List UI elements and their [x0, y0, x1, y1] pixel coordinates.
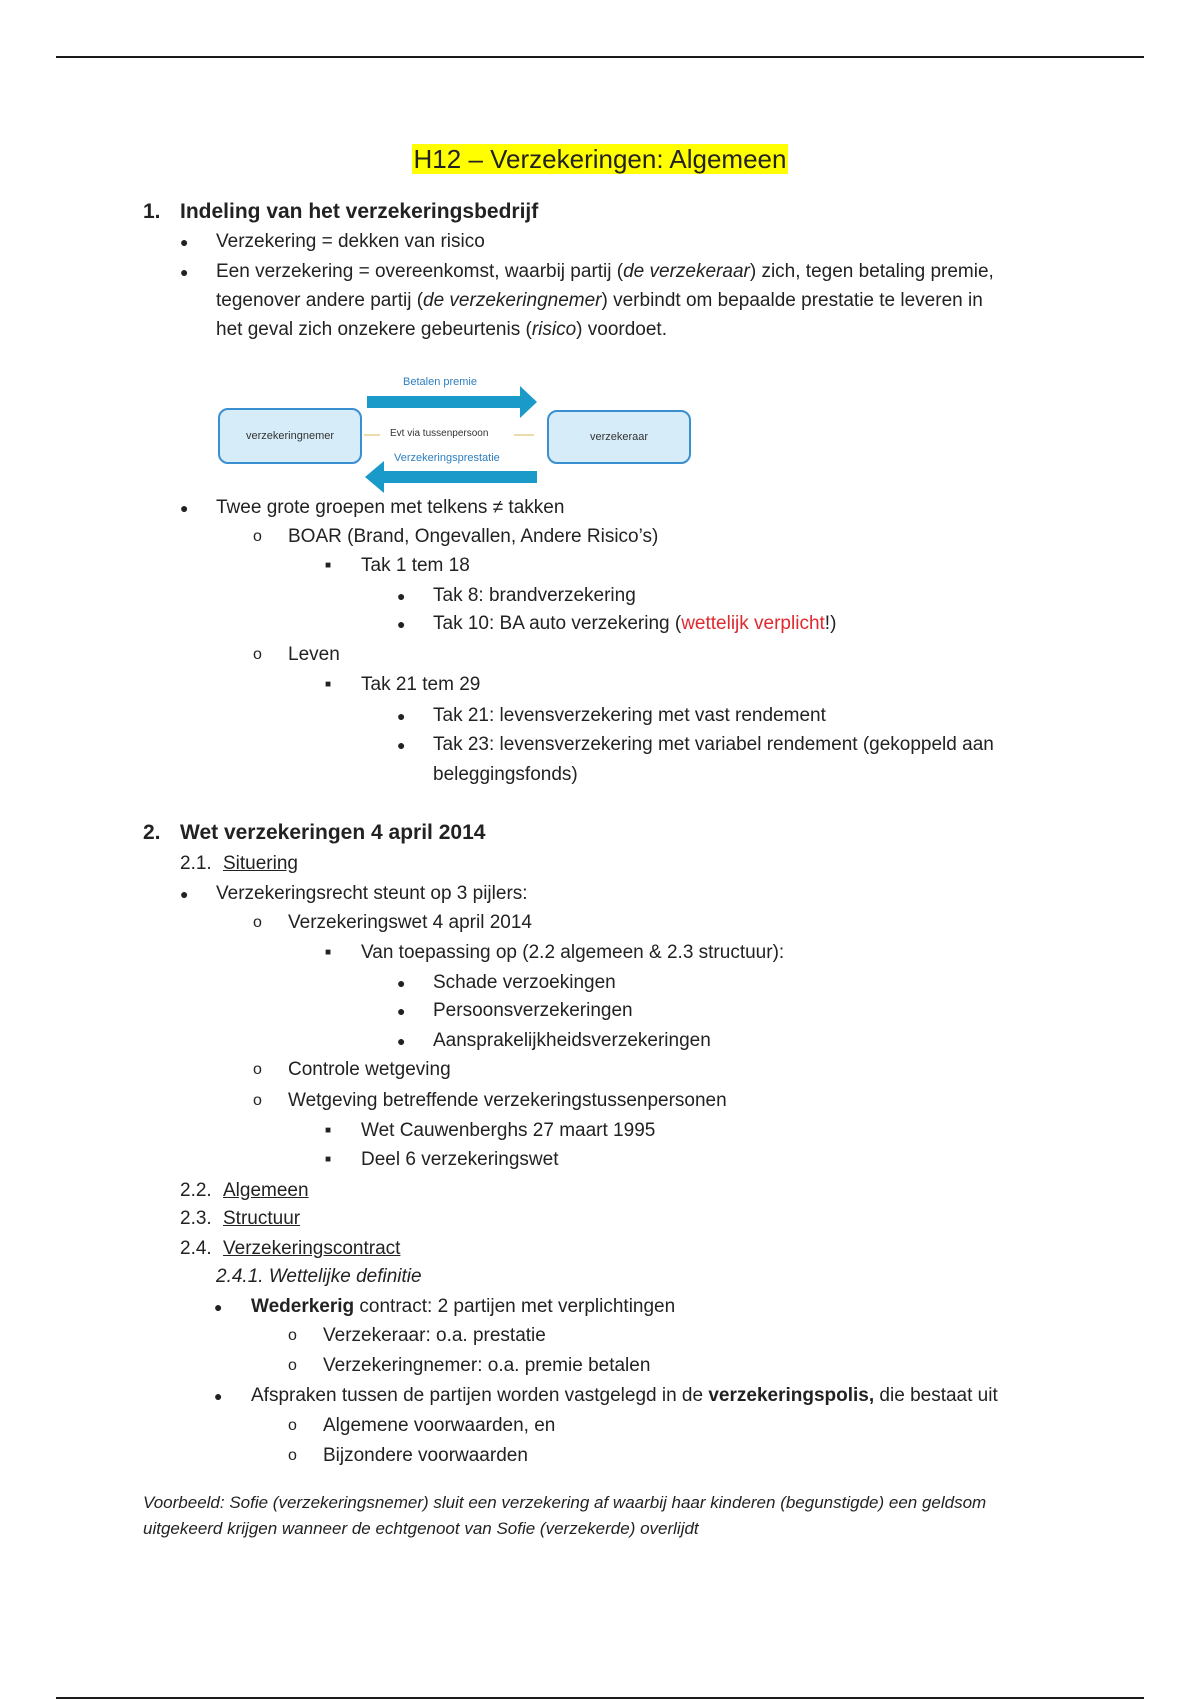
square-bullet-icon: ■	[325, 1125, 332, 1136]
list-item: Afspraken tussen de partijen worden vastgelegd in de verzekeringspolis, die bestaat uit	[251, 1385, 998, 1406]
bullet-icon: ●	[397, 975, 406, 991]
subsection-heading: Algemeen	[223, 1180, 309, 1201]
list-item: Tak 8: brandverzekering	[433, 585, 636, 606]
list-item: Twee grote groepen met telkens ≠ takken	[216, 497, 565, 518]
list-item: BOAR (Brand, Ongevallen, Andere Risico’s)	[288, 526, 659, 547]
bullet-icon: ●	[180, 500, 189, 516]
square-bullet-icon: ■	[325, 947, 332, 958]
list-item-continuation: tegenover andere partij (de verzekeringnemer) verbindt om bepaalde prestatie te leveren in	[216, 290, 983, 311]
section-1-heading: Indeling van het verzekeringsbedrijf	[180, 200, 539, 223]
list-item: Van toepassing op (2.2 algemeen & 2.3 structuur):	[361, 942, 785, 963]
premium-arrow	[367, 386, 537, 418]
circle-bullet-icon: o	[288, 1327, 297, 1344]
list-item: Deel 6 verzekeringswet	[361, 1149, 559, 1170]
section-1-number: 1.	[143, 200, 161, 223]
benefit-arrow	[365, 461, 537, 493]
section-2-number: 2.	[143, 821, 161, 844]
subsection-heading: Structuur	[223, 1208, 301, 1229]
square-bullet-icon: ■	[325, 679, 332, 690]
list-item: Controle wetgeving	[288, 1059, 451, 1080]
list-item: Schade verzoekingen	[433, 972, 616, 993]
circle-bullet-icon: o	[288, 1357, 297, 1374]
list-item: Bijzondere voorwaarden	[323, 1445, 528, 1466]
intermediary-label: Evt via tussenpersoon	[390, 428, 489, 439]
section-2-heading: Wet verzekeringen 4 april 2014	[180, 821, 486, 844]
list-item: Verzekeraar: o.a. prestatie	[323, 1325, 546, 1346]
list-item: Algemene voorwaarden, en	[323, 1415, 556, 1436]
list-item: Verzekeringnemer: o.a. premie betalen	[323, 1355, 651, 1376]
benefit-label: Verzekeringsprestatie	[394, 452, 500, 464]
subsection-heading: Situering	[223, 853, 298, 874]
bullet-icon: ●	[397, 708, 406, 724]
bullet-icon: ●	[180, 264, 189, 280]
premium-label: Betalen premie	[403, 376, 477, 388]
bullet-icon: ●	[397, 1033, 406, 1049]
circle-bullet-icon: o	[253, 528, 262, 545]
circle-bullet-icon: o	[253, 1092, 262, 1109]
circle-bullet-icon: o	[253, 1061, 262, 1078]
list-item: Wederkerig contract: 2 partijen met verplichtingen	[251, 1296, 676, 1317]
circle-bullet-icon: o	[288, 1447, 297, 1464]
bullet-icon: ●	[397, 737, 406, 753]
list-item-continuation: het geval zich onzekere gebeurtenis (risico) voordoet.	[216, 319, 667, 340]
bullet-icon: ●	[180, 234, 189, 250]
square-bullet-icon: ■	[325, 1154, 332, 1165]
list-item: Tak 21: levensverzekering met vast rendement	[433, 705, 826, 726]
page-title-text: H12 – Verzekeringen: Algemeen	[413, 144, 787, 174]
subsection-number: 2.3.	[180, 1208, 212, 1229]
list-item: Verzekeringswet 4 april 2014	[288, 912, 532, 933]
list-item: Tak 1 tem 18	[361, 555, 470, 576]
bullet-icon: ●	[397, 616, 406, 632]
list-item: Aansprakelijkheidsverzekeringen	[433, 1030, 711, 1051]
bullet-icon: ●	[214, 1299, 223, 1315]
subsection-number: 2.1.	[180, 853, 212, 874]
example-line-1: Voorbeeld: Sofie (verzekeringsnemer) sluit een verzekering af waarbij haar kinderen (begunstigde) een geldsom	[143, 1493, 987, 1512]
list-item: Een verzekering = overeenkomst, waarbij partij (de verzekeraar) zich, tegen betaling premie,	[216, 261, 994, 282]
list-item: Leven	[288, 644, 340, 665]
list-item: Verzekering = dekken van risico	[216, 231, 485, 252]
sub-subsection-heading: 2.4.1. Wettelijke definitie	[216, 1266, 422, 1287]
policyholder-box: verzekeringnemer	[218, 408, 362, 464]
circle-bullet-icon: o	[288, 1417, 297, 1434]
subsection-number: 2.4.	[180, 1238, 212, 1259]
bullet-icon: ●	[397, 1003, 406, 1019]
square-bullet-icon: ■	[325, 560, 332, 571]
circle-bullet-icon: o	[253, 914, 262, 931]
list-item: Tak 23: levensverzekering met variabel rendement (gekoppeld aan	[433, 734, 994, 755]
list-item: Wetgeving betreffende verzekeringstussenpersonen	[288, 1090, 727, 1111]
bullet-icon: ●	[214, 1388, 223, 1404]
list-item: Verzekeringsrecht steunt op 3 pijlers:	[216, 883, 528, 904]
list-item: Tak 10: BA auto verzekering (wettelijk verplicht!)	[433, 613, 837, 634]
insurer-box: verzekeraar	[547, 410, 691, 464]
circle-bullet-icon: o	[253, 646, 262, 663]
list-item-continuation: beleggingsfonds)	[433, 764, 578, 785]
subsection-heading: Verzekeringscontract	[223, 1238, 401, 1259]
footer-rule	[56, 1697, 1144, 1699]
bullet-icon: ●	[180, 886, 189, 902]
list-item: Tak 21 tem 29	[361, 674, 481, 695]
list-item: Wet Cauwenberghs 27 maart 1995	[361, 1120, 656, 1141]
subsection-number: 2.2.	[180, 1180, 212, 1201]
list-item: Persoonsverzekeringen	[433, 1000, 633, 1021]
bullet-icon: ●	[397, 588, 406, 604]
example-line-2: uitgekeerd krijgen wanneer de echtgenoot van Sofie (verzekerde) overlijdt	[143, 1519, 699, 1538]
